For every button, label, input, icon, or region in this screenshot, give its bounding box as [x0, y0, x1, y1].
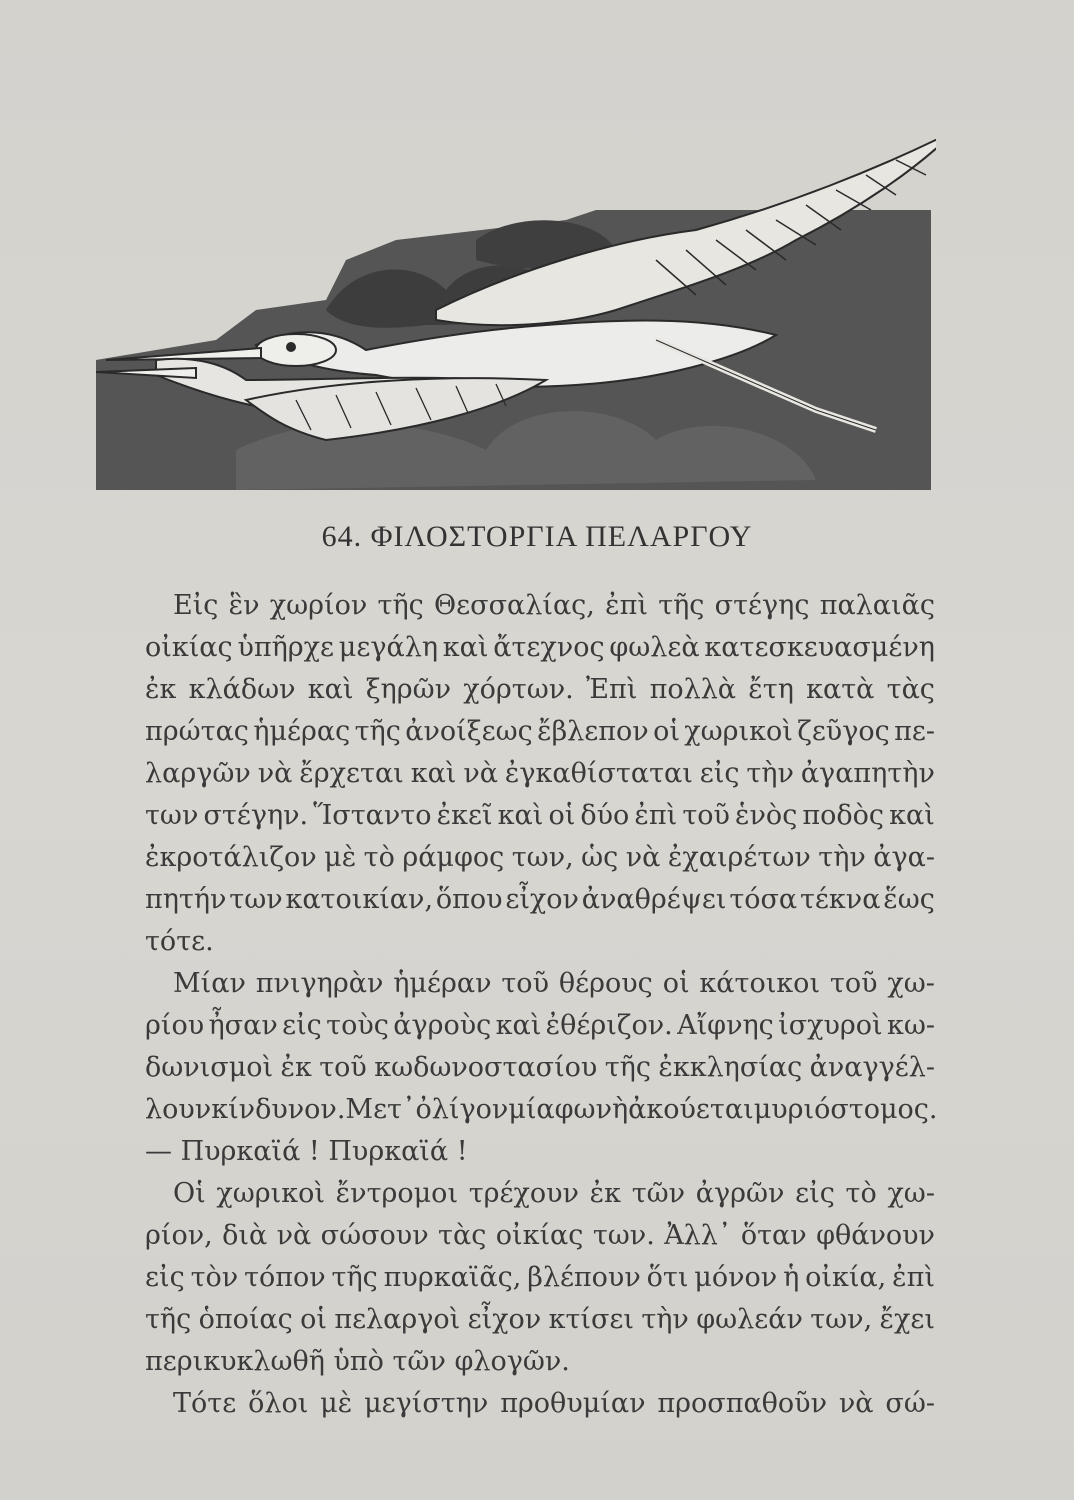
word: ζεῦγος: [797, 716, 890, 747]
word: Ἵσταντο: [313, 800, 432, 831]
word: χω-: [887, 968, 935, 999]
word: τῆς: [658, 590, 705, 621]
word: οἰκία,: [805, 1262, 887, 1293]
word: μὲ: [324, 842, 357, 873]
line-text: περικυκλωθῆ ὑπὸ τῶν φλογῶν.: [145, 1346, 570, 1377]
word: τῆς: [331, 1262, 378, 1293]
word: τοῦ: [682, 800, 730, 831]
word: ἀναγγέλ-: [809, 1052, 935, 1083]
word: τοῦ: [829, 968, 878, 999]
word: εἰς: [699, 758, 740, 789]
word: τοῦ: [501, 968, 549, 999]
word: λουν: [145, 1094, 212, 1125]
word: κτίσει: [548, 1304, 634, 1335]
word: ἔτη: [748, 674, 794, 705]
word: πε-: [894, 716, 935, 747]
line-text: — Πυρκαϊά ! Πυρκαϊά !: [145, 1136, 468, 1167]
word: ἐκεῖ: [436, 800, 493, 831]
word: μόνον: [694, 1262, 778, 1293]
word: μεγάλη: [338, 632, 438, 663]
word: κάτοικοι: [699, 968, 821, 999]
text-line: [145, 1257, 935, 1299]
text-line: [145, 669, 935, 711]
word: τῶν: [631, 1178, 686, 1209]
word: των,: [810, 1304, 873, 1335]
word: μὲ: [320, 1388, 353, 1419]
word: των: [145, 800, 199, 831]
word: δύο: [580, 800, 630, 831]
word: τῆς: [354, 716, 401, 747]
word: Θεσσαλίας,: [434, 590, 595, 621]
word: φωλεὰ: [609, 632, 700, 663]
word: πολλὰ: [649, 674, 737, 705]
word: οἱ: [300, 1304, 327, 1335]
word: μεγίστην: [364, 1388, 489, 1419]
text-line: [145, 627, 935, 669]
word: Μετ᾽: [345, 1094, 416, 1125]
word: χόρτων.: [463, 674, 574, 705]
word: ἐπὶ: [892, 1262, 935, 1293]
word: ἔβλεπον: [537, 716, 649, 747]
word: φθάνουν: [816, 1220, 935, 1251]
word: τὸ: [363, 842, 395, 873]
word: καὶ: [307, 674, 354, 705]
word: χω-: [887, 1178, 935, 1209]
word: Τότε: [173, 1388, 237, 1419]
word: Αἴφνης: [677, 1010, 774, 1041]
word: τὰς: [438, 1220, 487, 1251]
word: λαργῶν: [145, 758, 251, 789]
word: εἰς: [145, 1262, 185, 1293]
word: μυριόστομος.: [753, 1094, 938, 1125]
chapter-title: 64. ΦΙΛΟΣΤΟΡΓΙΑ ΠΕΛΑΡΓΟΥ: [321, 520, 753, 553]
word: χωρίον: [269, 590, 368, 621]
word: τὴν: [746, 758, 794, 789]
word: οἰκίας: [495, 1220, 584, 1251]
word: ἐκκλησίας: [658, 1052, 803, 1083]
word: στέγην.: [203, 800, 309, 831]
word: φωλεάν: [696, 1304, 803, 1335]
word: στέγης: [714, 590, 810, 621]
word: εἰς: [795, 1178, 835, 1209]
word: νὰ: [276, 1220, 312, 1251]
word: σώσουν: [320, 1220, 429, 1251]
word: Ἐπὶ: [585, 674, 638, 705]
text-line: [145, 1341, 935, 1383]
word: Μίαν: [173, 968, 246, 999]
word: εἰς: [282, 1010, 322, 1041]
word: ἀναθρέψει: [581, 884, 727, 915]
word: χωρικοὶ: [216, 1178, 325, 1209]
word: ξηρῶν: [365, 674, 452, 705]
word: νὰ: [838, 1388, 874, 1419]
word: ἔντρομοι: [335, 1178, 459, 1209]
word: κω-: [886, 1010, 935, 1041]
word: ὡς: [581, 842, 619, 873]
word: Εἰς: [173, 590, 219, 621]
word: ἕως: [883, 884, 935, 915]
word: Ἀλλ᾽: [664, 1220, 732, 1251]
word: ἐκ: [589, 1178, 622, 1209]
word: ἐπὶ: [605, 590, 648, 621]
word: εἶχον: [467, 1304, 542, 1335]
word: ἓν: [228, 590, 260, 621]
word: των: [229, 884, 283, 915]
word: ἐκροτάλιζον: [145, 842, 317, 873]
word: τῆς: [145, 1304, 192, 1335]
text-line: [145, 1047, 935, 1089]
text-line: [145, 1131, 935, 1173]
word: ἡ: [783, 1262, 800, 1293]
word: ἀνοίξεως: [405, 716, 533, 747]
word: κατοικίαν,: [285, 884, 434, 915]
word: προθυμίαν: [500, 1388, 646, 1419]
text-line: [145, 1383, 935, 1425]
text-line: [145, 921, 935, 963]
word: νὰ: [463, 758, 498, 789]
word: ἦσαν: [208, 1010, 278, 1041]
word: οἰκίας: [145, 632, 233, 663]
word: παλαιᾶς: [819, 590, 935, 621]
text-line: [145, 753, 935, 795]
word: ὅταν: [740, 1220, 807, 1251]
word: πητήν: [145, 884, 227, 915]
word: ἔχει: [879, 1304, 935, 1335]
word: καὶ: [442, 632, 489, 663]
text-line: [145, 1173, 935, 1215]
word: οἱ: [653, 716, 680, 747]
word: ρίου: [145, 1010, 205, 1041]
word: κλάδων: [188, 674, 296, 705]
word: ράμφος: [402, 842, 505, 873]
word: τόσα: [729, 884, 798, 915]
word: πνιγηρὰν: [255, 968, 384, 999]
word: πρώτας: [145, 716, 249, 747]
word: ἡμέρας: [253, 716, 351, 747]
text-line: [145, 879, 935, 921]
word: μία: [508, 1094, 555, 1125]
word: τὸν: [190, 1262, 239, 1293]
word: Οἱ: [173, 1178, 206, 1209]
word: πελαργοὶ: [334, 1304, 461, 1335]
word: θέρους: [558, 968, 653, 999]
word: καὶ: [497, 800, 544, 831]
word: ρίον,: [145, 1220, 213, 1251]
word: τὴν: [641, 1304, 689, 1335]
word: τὴν: [818, 842, 866, 873]
word: τόπον: [244, 1262, 326, 1293]
text-line: [145, 837, 935, 879]
word: ἀγα-: [873, 842, 935, 873]
word: καὶ: [410, 758, 457, 789]
word: ἐχαιρέτων: [667, 842, 811, 873]
word: κατὰ: [806, 674, 875, 705]
word: των,: [511, 842, 574, 873]
word: ἐκ: [280, 1052, 312, 1083]
text-line: [145, 963, 935, 1005]
word: ἀγροὺς: [393, 1010, 492, 1041]
text-line: [145, 1005, 935, 1047]
text-line: [145, 1089, 938, 1131]
word: νὰ: [625, 842, 661, 873]
text-line: [145, 711, 935, 753]
word: ἐκ: [145, 674, 177, 705]
word: δωνισμοὶ: [145, 1052, 274, 1083]
word: ἔρχεται: [299, 758, 404, 789]
text-line: [145, 795, 935, 837]
text-line: [145, 1299, 935, 1341]
word: οἱ: [548, 800, 576, 831]
word: πυρκαϊᾶς,: [383, 1262, 522, 1293]
word: ὁποίας: [198, 1304, 293, 1335]
body-text: [145, 585, 938, 1425]
word: τοὺς: [326, 1010, 389, 1041]
word: τῆς: [604, 1052, 651, 1083]
word: τὸ: [845, 1178, 877, 1209]
word: οἱ: [662, 968, 690, 999]
text-line: [145, 585, 935, 627]
word: κωδωνοστασίου: [374, 1052, 598, 1083]
word: ὀλίγον: [415, 1094, 509, 1125]
word: ποδὸς: [802, 800, 885, 831]
word: των.: [592, 1220, 655, 1251]
word: ὅλοι: [248, 1388, 309, 1419]
word: βλέπουν: [527, 1262, 641, 1293]
word: καὶ: [495, 1010, 542, 1041]
word: κίνδυνον.: [211, 1094, 346, 1125]
storks-flying-illustration: [96, 110, 936, 490]
word: νὰ: [257, 758, 293, 789]
word: ἡμέραν: [393, 968, 492, 999]
word: τοῦ: [319, 1052, 367, 1083]
word: ἀκούεται: [628, 1094, 754, 1125]
word: τέκνα: [799, 884, 881, 915]
word: φωνὴ: [554, 1094, 629, 1125]
word: τρέχουν: [468, 1178, 579, 1209]
word: ἐθέριζον.: [545, 1010, 673, 1041]
word: ὑπῆρχε: [237, 632, 335, 663]
word: χωρικοὶ: [684, 716, 793, 747]
word: ἀγρῶν: [695, 1178, 785, 1209]
word: ἀγαπητὴν: [800, 758, 935, 789]
word: τὰς: [886, 674, 935, 705]
word: ὅπου: [435, 884, 503, 915]
word: καὶ: [889, 800, 935, 831]
word: ὅτι: [646, 1262, 689, 1293]
word: ἰσχυροὶ: [778, 1010, 883, 1041]
line-text: τότε.: [145, 926, 214, 957]
word: τῆς: [377, 590, 424, 621]
word: ἐπὶ: [634, 800, 678, 831]
word: διὰ: [222, 1220, 268, 1251]
word: εἶχον: [505, 884, 579, 915]
word: κατεσκευασμένη: [704, 632, 935, 663]
word: προσπαθοῦν: [657, 1388, 828, 1419]
word: σώ-: [885, 1388, 935, 1419]
text-line: [145, 1215, 935, 1257]
word: ἐγκαθίσταται: [504, 758, 693, 789]
word: ἄτεχνος: [493, 632, 605, 663]
word: ἑνὸς: [735, 800, 798, 831]
